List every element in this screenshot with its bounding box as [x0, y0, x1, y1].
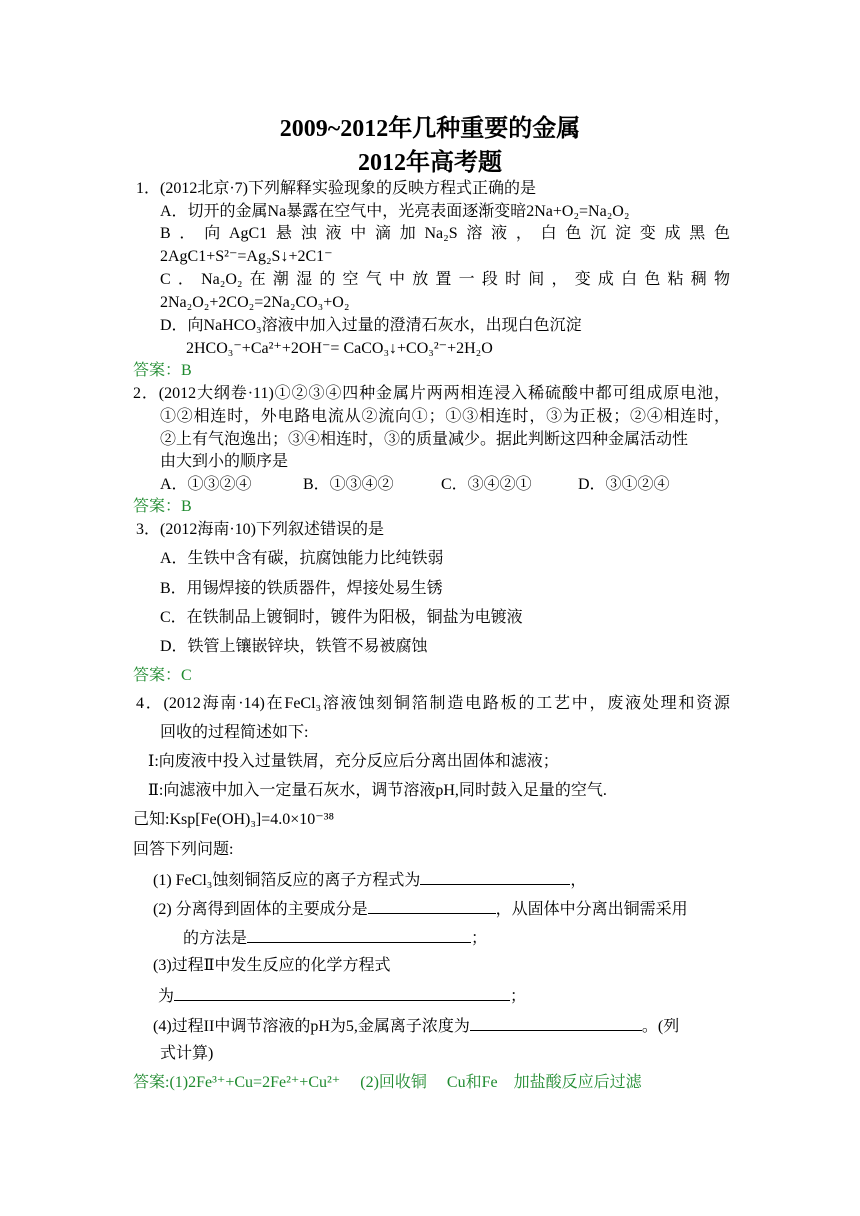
q4-sub2-method: 的方法是 [183, 930, 248, 947]
q2-option-a: A．①③②④ [160, 476, 252, 493]
q2-option-b: B．①③④② [303, 476, 394, 493]
q1-option-c-line2: 2Na₂O₂+2CO₂=2Na₂CO₃+O₂ [160, 294, 350, 311]
q4-sub2-end: ； [471, 930, 488, 947]
q4-sub1-end: ， [570, 872, 587, 889]
q4-process-2: Ⅱ:向滤液中加入一定量石灰水，调节溶液pH,同时鼓入足量的空气. [148, 782, 607, 799]
q4-sub2-mid: ，从固体中分离出铜需采用 [495, 901, 688, 918]
q1-option-d-line2: 2HCO₃⁻+Ca²⁺+2OH⁻= CaCO₃↓+CO₃²⁻+2H₂O [186, 340, 493, 357]
q2-option-c: C．③④②① [441, 476, 532, 493]
q4-sub4-text: (4)过程II中调节溶液的pH为5,金属离子浓度为 [153, 1018, 470, 1035]
q1-option-c-line1: C．Na₂O₂在潮湿的空气中放置一段时间，变成白色粘稠物 [160, 271, 730, 288]
q4-sub3-wei: 为 [158, 988, 175, 1005]
q1-option-d-line1: D．向NaHCO₃溶液中加入过量的澄清石灰水，出现白色沉淀 [160, 317, 582, 334]
q1-option-b-line1: B．向AgC1悬浊液中滴加Na₂S溶液，白色沉淀变成黑色 [160, 225, 730, 242]
q4-sub3-line2 [158, 984, 526, 1008]
q4-sub4-blank [470, 1014, 642, 1031]
q1-answer: 答案：B [133, 362, 192, 379]
q4-stem-line2: 回收的过程简述如下: [160, 724, 309, 741]
q4-stem-line1: 4．(2012海南·14)在FeCl₃溶液蚀刻铜箔制造电路板的工艺中，废液处理和资源 [136, 695, 730, 712]
q4-sub3-end: ； [510, 988, 527, 1005]
q2-stem-line1: 2．(2012大纲卷·11)①②③④四种金属片两两相连浸入稀硫酸中都可组成原电池， [133, 385, 730, 402]
q3-option-b: B．用锡焊接的铁质器件，焊接处易生锈 [160, 580, 443, 597]
q4-sub3-blank [174, 984, 510, 1001]
q4-sub4-line2: 式计算) [160, 1045, 214, 1062]
q2-stem-line3: ②上有气泡逸出；③④相连时，③的质量减少。据此判断这四种金属活动性 [160, 431, 689, 448]
q3-option-a: A．生铁中含有碳，抗腐蚀能力比纯铁弱 [160, 550, 444, 567]
q4-sub2-line1 [153, 897, 730, 921]
document-title: 2009~2012年几种重要的金属 [279, 116, 581, 142]
q2-stem-line2: ①②相连时，外电路电流从②流向①；①③相连时，③为正极；②④相连时， [160, 408, 730, 425]
q4-ask: 回答下列问题: [133, 841, 234, 858]
q4-sub1-text: (1) FeCl₃蚀刻铜箔反应的离子方程式为 [153, 872, 421, 889]
q2-option-d: D．③①②④ [578, 476, 670, 493]
q1-option-b-line2: 2AgC1+S²⁻=Ag₂S↓+2C1⁻ [160, 248, 333, 265]
document-subtitle: 2012年高考题 [358, 150, 502, 176]
q4-sub2-line2 [183, 926, 487, 950]
q3-stem: 3．(2012海南·10)下列叙述错误的是 [136, 521, 384, 538]
q4-ksp-known: 己知:Ksp[Fe(OH)₃]=4.0×10⁻³⁸ [133, 811, 335, 828]
q4-sub4-line1 [153, 1014, 679, 1038]
q2-stem-line4: 由大到小的顺序是 [160, 453, 289, 470]
q4-process-1: Ⅰ:向废液中投入过量铁屑，充分反应后分离出固体和滤液； [148, 753, 559, 770]
q4-sub3-line1: (3)过程Ⅱ中发生反应的化学方程式 [153, 957, 391, 974]
q4-sub1 [153, 868, 586, 892]
q3-option-c: C．在铁制品上镀铜时，镀件为阳极，铜盐为电镀液 [160, 609, 523, 626]
q4-sub4-end: 。(列 [641, 1018, 680, 1035]
q1-option-a: A．切开的金属Na暴露在空气中，光亮表面逐渐变暗2Na+O₂=Na₂O₂ [160, 203, 630, 220]
q1-stem: 1．(2012北京·7)下列解释实验现象的反映方程式正确的是 [136, 180, 536, 197]
q4-answer: 答案:(1)2Fe³⁺+Cu=2Fe²⁺+Cu²⁺ (2)回收铜 Cu和Fe 加盐酸反应后过滤 [133, 1074, 642, 1091]
q3-option-d: D．铁管上镶嵌锌块，铁管不易被腐蚀 [160, 638, 428, 655]
q2-answer: 答案：B [133, 498, 192, 515]
q4-sub1-blank [420, 868, 570, 885]
q4-sub2-blank2 [247, 926, 471, 943]
q3-answer: 答案：C [133, 667, 192, 684]
q4-sub2-text: (2) 分离得到固体的主要成分是 [153, 901, 368, 918]
q4-sub2-blank1 [368, 897, 496, 914]
